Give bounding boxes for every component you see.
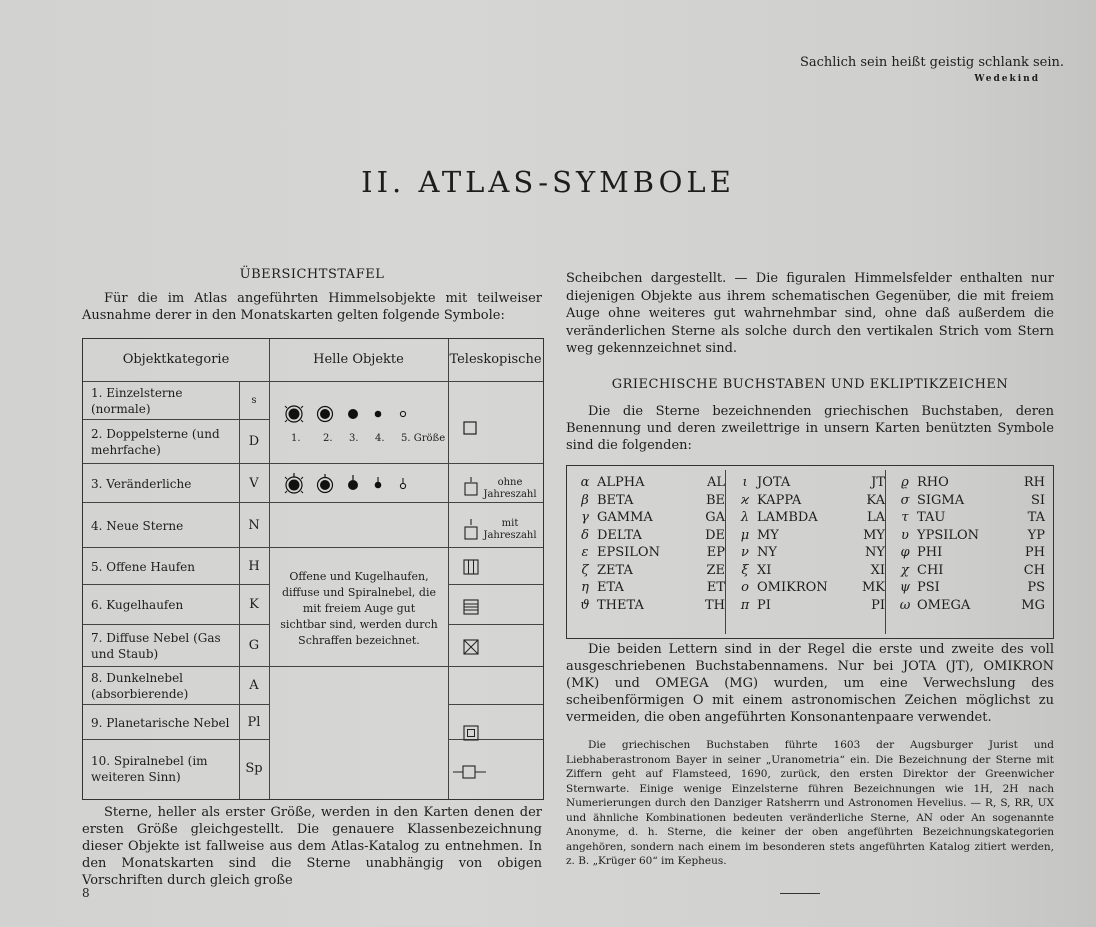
greek-abbr: GA: [705, 510, 725, 525]
category-cell: 8. Dunkelnebel (absorbierende): [91, 671, 189, 701]
left-bottom-text: Sterne, heller als erster Größe, werden in den Karten denen der ersten Größe gleichgestellt. Die genauere Klassenbezeichnung dieser Objekte ist fallweise aus dem Atlas-Katalog zu entnehmen. In den Monatskarten sind die Sterne unabhängig von obigen Vorschriften durch gleich große: [82, 805, 542, 888]
category-cell: 6. Kugelhaufen: [91, 598, 184, 612]
greek-name: PHI: [917, 545, 943, 560]
abbr-cell: Sp: [245, 761, 263, 776]
greek-name: OMEGA: [917, 597, 971, 613]
greek-symbol: ι: [742, 475, 748, 490]
greek-intro: Die die Sterne bezeichnenden griechischen Buchstaben, deren Benennung und deren zweilettrige in unsern Karten benützten Symbole sind die folgenden:: [566, 404, 1054, 453]
abbr-cell: G: [248, 638, 260, 653]
category-cell: 3. Veränderliche: [91, 476, 192, 491]
abbr-cell: D: [248, 434, 260, 449]
greek-row: [575, 474, 725, 492]
greek-row: [575, 544, 725, 562]
greek-row: [895, 492, 1045, 510]
greek-row: [735, 562, 885, 580]
greek-name: MY: [757, 527, 779, 543]
cluster-note: Offene und Kugelhaufen, diffuse und Spiralnebel, die mit freiem Auge gut sichtbar sind, werden durch Schraffen bezeichnet.: [280, 570, 438, 647]
greek-column: [895, 474, 1045, 614]
greek-symbol: η: [581, 580, 589, 595]
greek-symbol: υ: [901, 527, 909, 543]
greek-abbr: NY: [865, 545, 885, 560]
greek-row: [895, 579, 1045, 597]
greek-abbr: ZE: [706, 562, 725, 578]
greek-row: [575, 597, 725, 615]
category-cell: 4. Neue Sterne: [91, 518, 184, 533]
greek-name: PI: [757, 597, 771, 613]
greek-name: GAMMA: [597, 510, 653, 525]
greek-name: NY: [757, 545, 777, 560]
greek-abbr: SI: [1030, 492, 1045, 508]
greek-row: [575, 527, 725, 545]
header-bright: Helle Objekte: [313, 352, 404, 367]
open-cluster-icon: [463, 559, 479, 575]
greek-symbol: π: [740, 597, 750, 613]
globular-cluster-icon: [463, 599, 479, 615]
greek-abbr: RH: [1023, 475, 1045, 490]
greek-row: [575, 492, 725, 510]
greek-symbol: σ: [900, 492, 910, 508]
greek-symbol: λ: [740, 510, 750, 525]
variable-star-symbols: [279, 471, 439, 497]
greek-symbol: χ: [901, 562, 909, 578]
category-cell: 2. Doppelsterne (und mehrfache): [91, 427, 220, 457]
greek-heading: GRIECHISCHE BUCHSTABEN UND EKLIPTIKZEICHEN: [611, 377, 1009, 392]
greek-symbol: ϱ: [901, 475, 909, 490]
greek-row: [895, 474, 1045, 492]
header-telescopic: Teleskopische: [449, 352, 542, 367]
greek-symbol: μ: [740, 527, 750, 543]
greek-abbr: PI: [871, 597, 885, 613]
greek-symbol: α: [580, 475, 590, 490]
greek-abbr: TA: [1027, 510, 1045, 525]
magnitude-label: 4.: [375, 433, 385, 444]
greek-row: [735, 527, 885, 545]
category-cell: 5. Offene Haufen: [91, 559, 195, 574]
greek-symbol: γ: [581, 510, 589, 525]
greek-symbol: ψ: [899, 580, 911, 595]
category-cell: 9. Planetarische Nebel: [91, 715, 230, 730]
greek-abbr: PH: [1024, 545, 1045, 560]
greek-symbol: ϑ: [580, 597, 590, 613]
variable-mit-label: mit Jahreszahl: [483, 518, 537, 541]
greek-abbr: MK: [861, 580, 885, 595]
greek-name: YPSILON: [917, 527, 980, 543]
greek-row: [895, 597, 1045, 615]
abbr-cell: K: [249, 597, 259, 612]
header-category: Objektkategorie: [122, 352, 230, 367]
greek-row: [735, 544, 885, 562]
abbr-cell: N: [248, 517, 260, 533]
greek-row: [575, 509, 725, 527]
greek-name: EPSILON: [597, 545, 660, 560]
greek-abbr: LA: [866, 510, 885, 525]
greek-name: LAMBDA: [757, 510, 818, 525]
diffuse-nebula-icon: [463, 639, 479, 655]
variable-square-icon: [464, 477, 478, 497]
letters-explanation: Die beiden Lettern sind in der Regel die erste und zweite des voll ausgeschriebenen Buchstabennamens. Nur bei JOTA (JT), OMIKRON (MK) und OMEGA (MG) wurden, um eine Verwechslung des scheibenförmigen O mit einem astronomischen Zeichen möglichst zu vermeiden, die oben angeführten Konsonantenpaare verwendet.: [566, 642, 1054, 725]
greek-symbol: ε: [581, 545, 589, 560]
greek-abbr: TH: [704, 597, 725, 613]
greek-name: XI: [757, 562, 772, 578]
category-cell: 7. Diffuse Nebel (Gas und Staub): [91, 631, 221, 661]
greek-symbol: ο: [741, 580, 749, 595]
greek-row: [735, 509, 885, 527]
magnitude-label: 3.: [349, 433, 359, 444]
motto-text: Sachlich sein heißt geistig schlank sein.: [799, 55, 1064, 70]
magnitude-label: 1.: [291, 433, 301, 444]
greek-row: [575, 579, 725, 597]
greek-name: KAPPA: [757, 492, 802, 508]
star-magnitude-symbols: [279, 401, 439, 427]
variable-ohne-label: ohne Jahreszahl: [483, 477, 537, 500]
greek-row: [575, 562, 725, 580]
greek-row: [895, 527, 1045, 545]
greek-abbr: MG: [1021, 597, 1045, 613]
greek-symbol: δ: [581, 527, 589, 543]
greek-abbr: YP: [1027, 527, 1045, 543]
greek-abbr: EP: [706, 545, 725, 560]
greek-row: [895, 509, 1045, 527]
greek-row: [735, 579, 885, 597]
greek-name: RHO: [917, 475, 949, 490]
abbr-cell: H: [248, 558, 260, 574]
greek-row: [895, 562, 1045, 580]
category-cell: 10. Spiralnebel (im weiteren Sinn): [91, 754, 208, 784]
greek-abbr: MY: [863, 527, 885, 543]
abbr-cell: s: [251, 395, 257, 406]
greek-abbr: BE: [705, 492, 725, 508]
magnitude-label: 5. Größe: [401, 433, 446, 444]
chapter-title: II. ATLAS-SYMBOLE: [361, 165, 735, 199]
greek-name: ZETA: [597, 562, 633, 578]
greek-abbr: AL: [706, 475, 725, 490]
motto: [800, 55, 1064, 84]
greek-row: [895, 544, 1045, 562]
greek-name: PSI: [917, 580, 940, 595]
greek-name: SIGMA: [917, 492, 965, 508]
abbr-cell: Pl: [247, 714, 261, 730]
greek-symbol: ζ: [581, 562, 589, 578]
abbr-cell: A: [249, 678, 259, 693]
magnitude-labels: [279, 431, 449, 447]
overview-heading: ÜBERSICHTSTAFEL: [239, 267, 385, 282]
greek-name: OMIKRON: [757, 580, 828, 595]
closing-rule: [780, 893, 820, 894]
greek-row: [735, 597, 885, 615]
greek-abbr: JT: [871, 475, 885, 490]
greek-name: THETA: [597, 597, 644, 613]
greek-name: CHI: [917, 562, 944, 578]
greek-symbol: β: [581, 492, 589, 508]
greek-symbol: τ: [901, 510, 909, 525]
abbr-cell: V: [249, 475, 259, 491]
greek-symbol: ω: [899, 597, 911, 613]
new-star-square-icon: [464, 519, 478, 541]
magnitude-label: 2.: [323, 433, 333, 444]
greek-name: TAU: [917, 510, 946, 525]
motto-author: Wedekind: [974, 74, 1040, 84]
greek-abbr: CH: [1023, 562, 1045, 578]
greek-row: [735, 474, 885, 492]
greek-name: JOTA: [757, 475, 791, 490]
greek-symbol: ν: [741, 545, 749, 560]
spiral-nebula-icon: [453, 764, 489, 780]
greek-abbr: KA: [866, 492, 885, 508]
history-note: Die griechischen Buchstaben führte 1603 der Augsburger Jurist und Liebhaberastronom Bayer in seiner „Uranometria“ ein. Die Bezeichnung der Sterne mit Ziffern geht auf Flamsteed, 1690, zurück, den ersten Direktor der Greenwicher Sternwarte. Einige wenige Einzelsterne führen Bezeichnungen wie 1H, 2H nach Numerierungen durch den Danziger Ratsherrn und Astronomen Hevelius. — R, S, RR, UX und ähnliche Kombinationen bedeuten veränderliche Sterne, AN oder An sogenannte Anonyme, d. h. Sterne, die keiner der oben angeführten Bezeichnungskategorien angehören, sondern nach einem im besonderen stets angeführten Katalog zitiert werden, z. B. „Krüger 60“ im Kepheus.: [566, 739, 1054, 867]
greek-name: BETA: [597, 492, 634, 508]
planetary-nebula-icon: [463, 725, 479, 741]
greek-symbol: ϰ: [740, 492, 750, 508]
greek-name: DELTA: [597, 527, 642, 543]
greek-row: [735, 492, 885, 510]
greek-column: [575, 474, 725, 614]
greek-abbr: DE: [705, 527, 725, 543]
greek-symbol: ξ: [741, 562, 749, 578]
symbol-table: [82, 338, 544, 800]
category-cell: 1. Einzelsterne (normale): [91, 386, 183, 416]
greek-abbr: PS: [1027, 580, 1045, 595]
greek-name: ALPHA: [597, 475, 645, 490]
greek-column: [735, 474, 885, 614]
greek-symbol: φ: [900, 545, 910, 560]
double-star-square-icon: [463, 421, 477, 435]
page-number: 8: [82, 886, 90, 900]
greek-name: ETA: [597, 580, 624, 595]
greek-letter-table: [566, 465, 1054, 639]
overview-intro: Für die im Atlas angeführten Himmelsobjekte mit teilweiser Ausnahme derer in den Monatskarten gelten folgende Symbole:: [82, 291, 542, 323]
greek-abbr: ET: [706, 580, 725, 595]
greek-abbr: XI: [870, 562, 885, 578]
right-top-text: Scheibchen dargestellt. — Die figuralen Himmelsfelder enthalten nur diejenigen Objekte aus ihrem schematischen Gegenüber, die mit freiem Auge ohne weiteres gut wahrnehmbar sind, ohne daß außerdem die veränderlichen Sterne als solche durch den vertikalen Strich vom Stern weg gekennzeichnet sind.: [566, 271, 1054, 356]
